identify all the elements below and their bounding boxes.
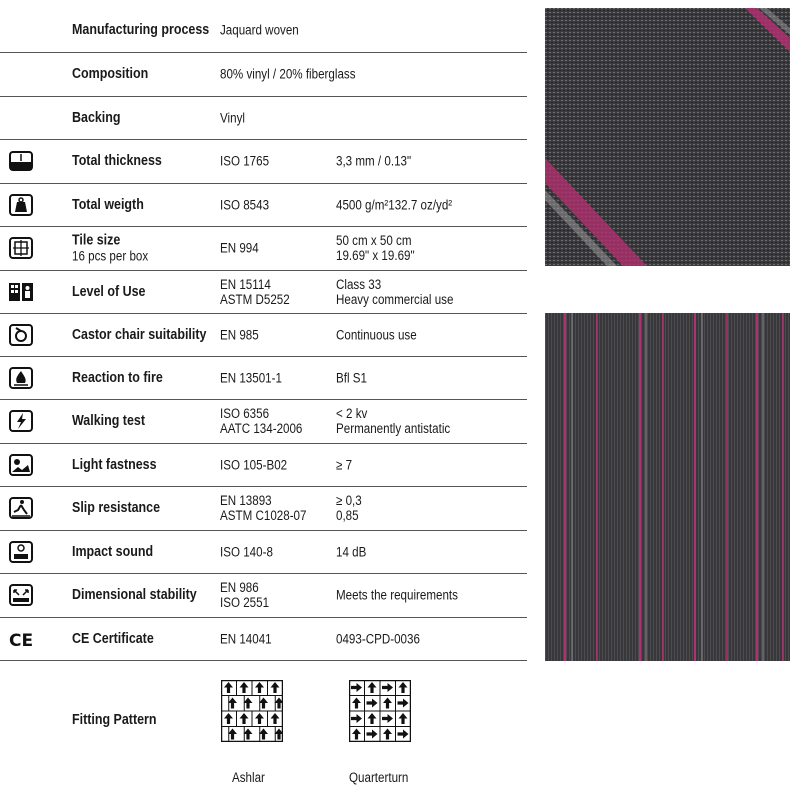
spec-value — [336, 327, 417, 342]
spec-row — [0, 356, 527, 400]
spec-label-text: Slip resistance — [72, 500, 161, 516]
spec-norm-line: ISO 140-8 — [220, 544, 273, 559]
spec-norm-line: ISO 2551 — [220, 595, 270, 610]
quarterturn-pattern-icon — [349, 680, 411, 742]
spec-row — [0, 399, 527, 444]
level-of-use-icon — [8, 280, 34, 304]
spec-label — [72, 587, 197, 603]
spec-norm-line: 80% vinyl / 20% fiberglass — [220, 66, 356, 82]
spec-value-line: Heavy commercial use — [336, 291, 454, 307]
castor-chair-icon — [8, 323, 34, 347]
spec-norm — [220, 327, 259, 342]
spec-row — [0, 486, 527, 531]
spec-label-sub: 16 pcs per box — [72, 248, 149, 264]
spec-value-line: Meets the requirements — [336, 587, 458, 603]
spec-value-line: ≥ 7 — [336, 457, 353, 472]
spec-norm-line: Jaquard woven — [220, 22, 299, 38]
spec-label — [72, 500, 160, 516]
spec-norm-line: EN 14041 — [220, 631, 272, 646]
spec-row — [0, 8, 527, 53]
spec-value — [336, 154, 411, 169]
spec-norm-line: EN 986 — [220, 580, 259, 595]
walking-static-icon — [8, 409, 34, 433]
spec-label-text: Castor chair suitability — [72, 326, 207, 343]
spec-norm-line: ASTM D5252 — [220, 291, 290, 307]
spec-label — [72, 66, 148, 82]
ashlar-pattern-icon — [221, 680, 283, 742]
spec-norm — [220, 23, 299, 38]
tile-size-icon — [8, 236, 34, 260]
weight-icon — [8, 193, 34, 217]
spec-value — [336, 197, 452, 212]
spec-row — [0, 226, 527, 271]
spec-norm-line: ISO 1765 — [220, 153, 270, 169]
spec-value-line: 0,85 — [336, 508, 359, 523]
spec-value-line: Permanently antistatic — [336, 421, 451, 436]
spec-norm — [220, 110, 245, 125]
spec-norm — [220, 457, 287, 472]
spec-value — [336, 544, 366, 559]
spec-norm — [220, 154, 269, 169]
spec-label — [72, 22, 209, 38]
spec-label — [72, 370, 163, 386]
spec-value — [336, 370, 367, 385]
spec-value-line: 0493-CPD-0036 — [336, 631, 420, 646]
spec-row — [0, 313, 527, 357]
spec-norm — [220, 197, 269, 212]
spec-row — [0, 573, 527, 618]
spec-row — [0, 183, 527, 227]
spec-norm — [220, 241, 259, 256]
spec-label — [72, 544, 153, 560]
spec-norm-line: EN 15114 — [220, 276, 271, 292]
spec-norm-line: EN 985 — [220, 327, 259, 342]
fitting-pattern-label: Fitting Pattern — [72, 712, 157, 728]
spec-value — [336, 493, 362, 523]
spec-label-text: Level of Use — [72, 283, 146, 300]
spec-label — [72, 110, 121, 126]
spec-row — [0, 530, 527, 574]
spec-row — [0, 270, 527, 314]
spec-norm — [220, 277, 290, 307]
spec-norm — [220, 67, 356, 82]
spec-label — [72, 284, 145, 300]
spec-value — [336, 588, 458, 603]
spec-value-line: 19.69" x 19.69" — [336, 248, 415, 263]
spec-label-text: Total thickness — [72, 153, 162, 169]
spec-value-line: 14 dB — [336, 544, 367, 559]
spec-norm-line: ISO 8543 — [220, 197, 270, 212]
slip-icon — [8, 496, 34, 520]
dimension-icon — [8, 583, 34, 607]
spec-label-text: Composition — [72, 66, 149, 82]
spec-value-line: 4500 g/m²132.7 oz/yd² — [336, 197, 453, 212]
spec-value — [336, 457, 352, 472]
spec-norm-line: EN 994 — [220, 240, 259, 256]
spec-label-text: Walking test — [72, 413, 145, 429]
spec-value — [336, 277, 453, 307]
spec-value-line: Class 33 — [336, 276, 382, 292]
spec-label — [72, 233, 148, 264]
spec-row — [0, 96, 527, 140]
spec-label-text: Impact sound — [72, 543, 154, 560]
spec-norm — [220, 544, 273, 559]
spec-label-text: CE Certificate — [72, 630, 154, 647]
spec-norm-line: ISO 105-B02 — [220, 457, 288, 472]
spec-norm — [220, 493, 306, 523]
fire-icon — [8, 366, 34, 390]
spec-row — [0, 443, 527, 487]
spec-norm — [220, 370, 282, 385]
spec-norm — [220, 631, 272, 646]
pattern-name-ashlar: Ashlar — [232, 770, 265, 785]
spec-label-text: Total weigth — [72, 196, 144, 213]
spec-label-text: Tile size — [72, 232, 121, 249]
svg-text:CE: CE — [9, 630, 34, 651]
spec-norm — [220, 580, 269, 610]
pattern-name-quarterturn: Quarterturn — [349, 770, 409, 785]
thickness-icon — [8, 149, 34, 173]
sun-icon — [8, 453, 34, 477]
impact-sound-icon — [8, 540, 34, 564]
spec-label — [72, 153, 162, 169]
spec-label — [72, 197, 144, 213]
spec-label-text: Dimensional stability — [72, 587, 197, 603]
spec-label-text: Manufacturing process — [72, 22, 210, 38]
carpet-swatch-pinstripe — [545, 313, 790, 661]
spec-label — [72, 413, 145, 429]
spec-row — [0, 139, 527, 184]
spec-norm-line: Vinyl — [220, 110, 245, 125]
spec-value-line: < 2 kv — [336, 406, 368, 421]
spec-norm-line: EN 13893 — [220, 493, 272, 508]
spec-value — [336, 631, 420, 646]
carpet-swatch-diagonal — [545, 8, 790, 266]
spec-norm-line: AATC 134-2006 — [220, 421, 303, 436]
spec-label-text: Reaction to fire — [72, 369, 163, 386]
spec-label — [72, 457, 157, 473]
spec-value — [336, 233, 415, 263]
spec-norm-line: ISO 6356 — [220, 406, 270, 421]
spec-norm-line: ASTM C1028-07 — [220, 508, 307, 523]
spec-value-line: Bfl S1 — [336, 370, 367, 385]
spec-value-line: ≥ 0,3 — [336, 493, 362, 508]
spec-row — [0, 52, 527, 97]
spec-value-line: 50 cm x 50 cm — [336, 233, 412, 248]
spec-label-text: Light fastness — [72, 456, 157, 473]
spec-value-line: Continuous use — [336, 327, 417, 342]
spec-label — [72, 631, 154, 647]
spec-row — [0, 617, 527, 661]
ce-icon — [8, 627, 34, 651]
spec-label-text: Backing — [72, 109, 121, 126]
spec-value — [336, 406, 450, 436]
spec-value-line: 3,3 mm / 0.13" — [336, 153, 412, 169]
spec-norm-line: EN 13501-1 — [220, 370, 282, 385]
spec-label — [72, 327, 206, 343]
spec-norm — [220, 406, 302, 436]
